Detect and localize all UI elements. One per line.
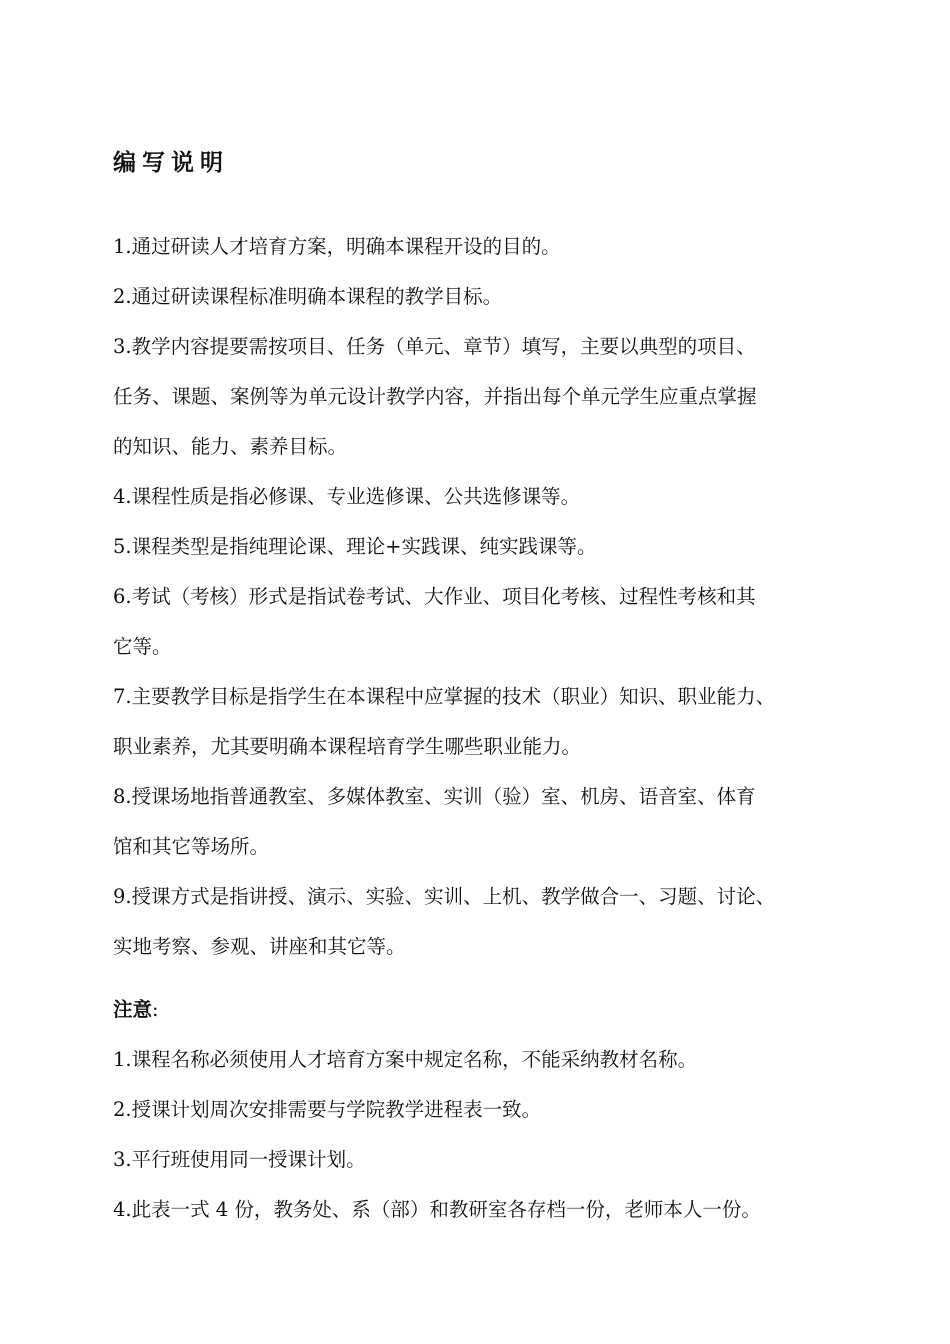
notes-heading [113,992,159,1028]
instruction-line: 3.教学内容提要需按项目、任务（单元、章节）填写，主要以典型的项目、 [113,335,756,358]
notes-heading-colon: : [152,998,159,1021]
instruction-line: 职业素养，尤其要明确本课程培育学生哪些职业能力。 [113,735,582,758]
instruction-list [113,222,873,972]
instruction-line: 它等。 [113,635,172,658]
instruction-line: 4.课程性质是指必修课、专业选修课、公共选修课等。 [113,485,581,508]
instruction-line: 2.通过研读课程标准明确本课程的教学目标。 [113,285,503,308]
page-title: 编写说明 [113,149,229,176]
instruction-line: 6.考试（考核）形式是指试卷考试、大作业、项目化考核、过程性考核和其 [113,585,756,608]
instruction-line: 实地考察、参观、讲座和其它等。 [113,935,406,958]
instruction-line: 7.主要教学目标是指学生在本课程中应掌握的技术（职业）知识、职业能力、 [113,685,776,708]
note-line: 4.此表一式 4 份，教务处、系（部）和教研室各存档一份，老师本人一份。 [113,1198,761,1221]
instruction-line: 9.授课方式是指讲授、演示、实验、实训、上机、教学做合一、习题、讨论、 [113,885,776,908]
notes-list [113,1035,873,1235]
note-line: 3.平行班使用同一授课计划。 [113,1148,366,1171]
instruction-line: 5.课程类型是指纯理论课、理论+实践课、纯实践课等。 [113,535,597,558]
instruction-line: 1.通过研读人才培育方案，明确本课程开设的目的。 [113,235,561,258]
instruction-line: 的知识、能力、素养目标。 [113,435,348,458]
notes-heading-text: 注意 [113,998,153,1021]
note-line: 2.授课计划周次安排需要与学院教学进程表一致。 [113,1098,542,1121]
instruction-line: 8.授课场地指普通教室、多媒体教室、实训（验）室、机房、语音室、体育 [113,785,756,808]
note-line: 1.课程名称必须使用人才培育方案中规定名称，不能采纳教材名称。 [113,1048,698,1071]
instruction-line: 馆和其它等场所。 [113,835,270,858]
instruction-line: 任务、课题、案例等为单元设计教学内容，并指出每个单元学生应重点掌握 [113,385,757,408]
